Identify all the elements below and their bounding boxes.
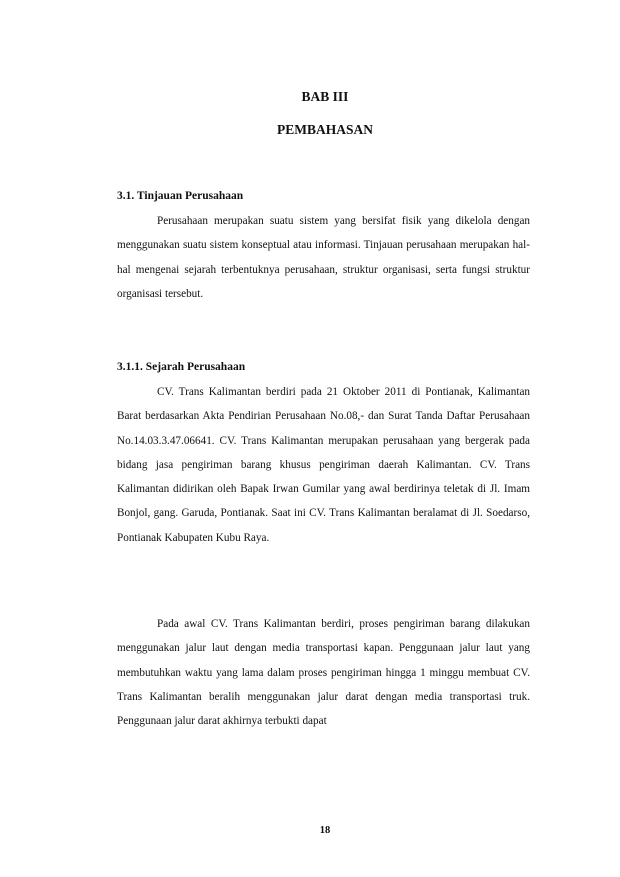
section-heading-tinjauan-perusahaan: 3.1. Tinjauan Perusahaan <box>117 190 244 202</box>
chapter-title: PEMBAHASAN <box>276 122 373 137</box>
chapter-number: BAB III <box>301 89 349 104</box>
paragraph-sejarah-2: Pada awal CV. Trans Kalimantan berdiri, proses pengiriman barang dilakukan menggunakan jalur laut dengan media transportasi kapan. Penggunaan jalur laut yang membutuhkan waktu yang lama dalam proses pengiriman hingga 1 minggu membuat CV. Trans Kalimantan beralih menggunakan jalur darat dengan media transportasi truk. Penggunaan jalur darat akhirnya terbukti dapat <box>117 618 530 728</box>
section-heading-sejarah-perusahaan: 3.1.1. Sejarah Perusahaan <box>117 361 246 373</box>
page-number: 18 <box>319 825 331 836</box>
paragraph-sejarah-1: CV. Trans Kalimantan berdiri pada 21 Oktober 2011 di Pontianak, Kalimantan Barat berdasarkan Akta Pendirian Perusahaan No.08,- dan Surat Tanda Daftar Perusahaan No.14.03.3.47.06641. CV. Trans Kalimantan merupakan perusahaan yang bergerak pada bidang jasa pengiriman barang khusus pengiriman daerah Kalimantan. CV. Trans Kalimantan didirikan oleh Bapak Irwan Gumilar yang awal berdirinya teletak di Jl. Imam Bonjol, gang. Garuda, Pontianak. Saat ini CV. Trans Kalimantan beralamat di Jl. Soedarso, Pontianak Kabupaten Kubu Raya. <box>117 386 530 544</box>
paragraph-tinjauan: Perusahaan merupakan suatu sistem yang bersifat fisik yang dikelola dengan menggunakan suatu sistem konseptual atau informasi. Tinjauan perusahaan merupakan hal-hal mengenai sejarah terbentuknya perusahaan, struktur organisasi, serta fungsi struktur organisasi tersebut. <box>117 215 530 300</box>
